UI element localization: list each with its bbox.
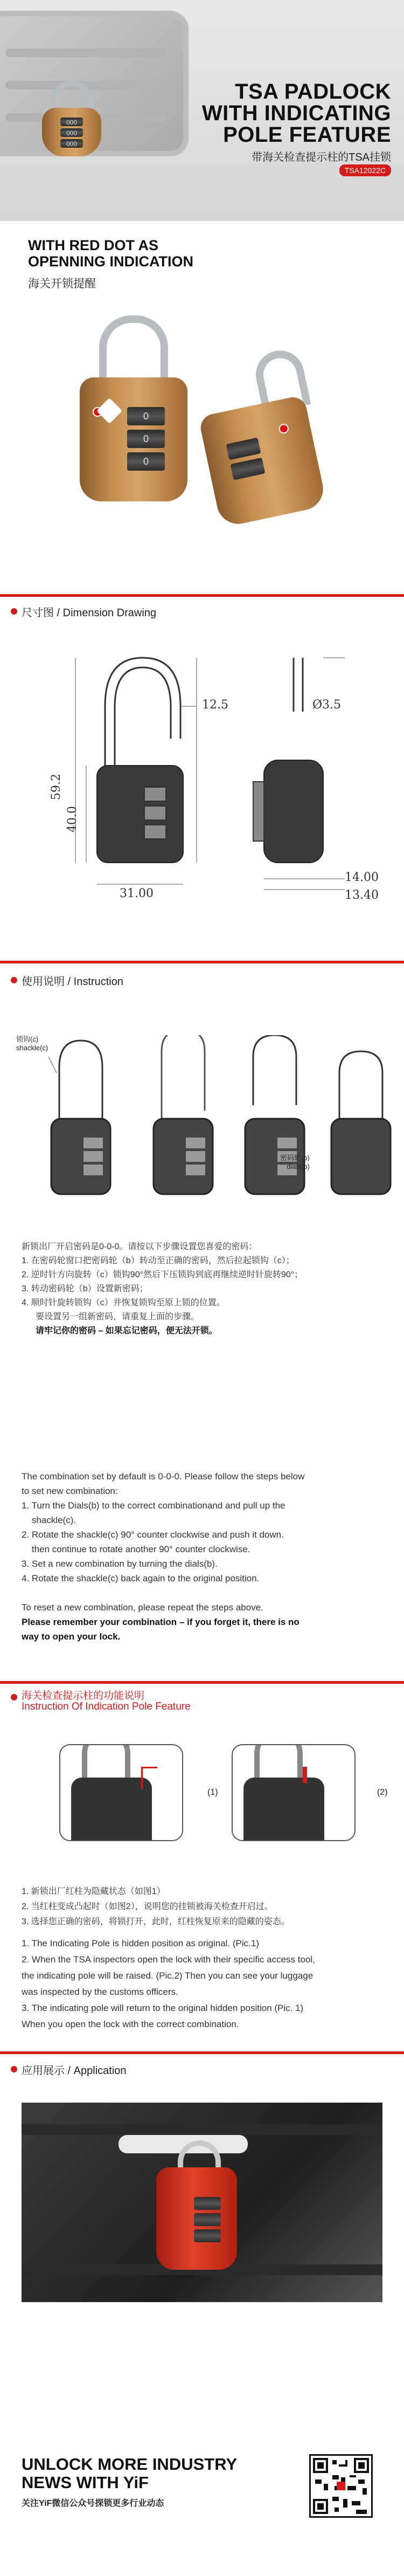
pole-header-cn: 海关检查提示柱的功能说明 (22, 1690, 145, 1702)
pole-pic-1 (59, 1744, 183, 1841)
dim-12-5: 12.5 (202, 698, 228, 712)
pole-en-2c: was inspected by the customs officers. (22, 1987, 178, 1997)
pole-header-en: Instruction Of Indication Pole Feature (22, 1701, 191, 1712)
cn-step-3: 3. 转动密码轮（b）设置新密码； (22, 1284, 148, 1293)
pole-en-text (22, 1936, 388, 2033)
dimension-header: 尺寸图 / Dimension Drawing (22, 607, 157, 619)
cn-warning: 请牢记你的密码 – 如果忘记密码，便无法开锁。 (36, 1326, 218, 1335)
hero-subtitle: 带海关检查提示柱的TSA挂锁 (252, 151, 391, 163)
cn-step-4: 4. 顺时针旋转锁钩（c）并恢复锁钩至原上锁的位置。 (22, 1298, 225, 1307)
pole-en-1: 1. The Indicating Pole is hidden position as original. (Pic.1) (22, 1938, 259, 1948)
dimension-header-rule (0, 594, 404, 597)
hero-title-line-1: TSA PADLOCK (235, 80, 391, 104)
hero-banner (0, 0, 404, 221)
pole-cn-1: 1. 新锁出厂红柱为隐藏状态（如图1） (22, 1887, 165, 1896)
application-photo (22, 2103, 382, 2302)
instruction-cn-text (22, 1240, 388, 1338)
hero-title-line-3: POLE FEATURE (223, 123, 391, 147)
hero-title (202, 81, 391, 146)
label-shackle: 锁钩(c) shackle(c) (16, 1035, 48, 1052)
pole-en-2b: the indicating pole will be raised. (Pic.2) Then you can see your luggage (22, 1971, 314, 1981)
cn-step-2: 2. 逆时针方向旋转（c）锁钩90°然后下压锁钩到底再继续逆时针旋转90°； (22, 1270, 303, 1279)
en-reset: To reset a new combination, please repeat the steps above. (22, 1602, 263, 1613)
red-dot-title (28, 237, 193, 270)
en-step-2a: 2. Rotate the shackle(c) 90° counter clockwise and push it down. (22, 1530, 284, 1540)
pole-header-bullet (11, 1694, 17, 1700)
red-dot-subtitle: 海关开锁提醒 (28, 278, 96, 290)
pole-pic-1-label: (1) (207, 1788, 218, 1797)
en-step-1b: shackle(c). (22, 1515, 76, 1525)
cn-step-4b: 要设置另一组新密码，请重复上面的步骤。 (36, 1312, 200, 1321)
en-intro-1: The combination set by default is 0-0-0. Please follow the steps below (22, 1471, 305, 1482)
footer-subtitle: 关注YiF微信公众号探锁更多行业动态 (22, 2499, 164, 2508)
en-step-2b: then continue to rotate another 90° counter clockwise. (22, 1544, 250, 1554)
pole-cn-2: 2. 当红柱变成凸起时（如图2），说明您的挂锁被海关检查开启过。 (22, 1902, 273, 1911)
en-step-4: 4. Rotate the shackle(c) back again to the original position. (22, 1573, 260, 1583)
pole-header-rule (0, 1681, 404, 1684)
en-step-3: 3. Set a new combination by turning the dials(b). (22, 1559, 218, 1569)
dial-3: 0 (127, 452, 165, 471)
pole-cn-3: 3. 选择您正确的密码，将锁打开，此时，红柱恢复原来的隐藏的姿态。 (22, 1917, 290, 1926)
dim-3-5: Ø3.5 (312, 698, 342, 712)
en-intro-2: to set new combination: (22, 1486, 118, 1496)
dim-14-00: 14.00 (345, 871, 379, 884)
pole-cn-text (22, 1884, 388, 1930)
application-header-bullet (11, 2066, 17, 2072)
en-warning-2: way to open your lock. (22, 1631, 121, 1642)
cn-step-1: 1. 在密码轮窗口把密码轮（b）转动至正确的密码，然后拉起锁钩（c）； (22, 1256, 295, 1265)
cn-intro: 新锁出厂开启密码是0-0-0。请按以下步骤设置您喜爱的密码： (22, 1242, 257, 1251)
application-header-rule (0, 2051, 404, 2054)
dial-2: 0 (127, 430, 165, 448)
pole-pic-2-label: (2) (377, 1788, 388, 1797)
application-header: 应用展示 / Application (22, 2065, 127, 2077)
dim-13-40: 13.40 (345, 888, 379, 902)
padlock-closed-image (80, 315, 187, 501)
en-warning-1: Please remember your combination – if you forget it, there is no (22, 1617, 299, 1627)
pole-en-2a: 2. When the TSA inspectors open the lock with their specific access tool, (22, 1954, 315, 1965)
label-dials: 密码轮(b) dials(b) (280, 1154, 310, 1170)
pole-pic-2 (232, 1744, 356, 1841)
en-step-1a: 1. Turn the Dials(b) to the correct combinationand and pull up the (22, 1500, 285, 1511)
padlock-open-image (188, 346, 335, 528)
footer-title (22, 2455, 237, 2492)
qr-code-image (309, 2454, 373, 2518)
instruction-en-text (22, 1469, 388, 1644)
footer-title-line-1: UNLOCK MORE INDUSTRY (22, 2455, 238, 2474)
footer-title-line-2: NEWS WITH YiF (22, 2473, 149, 2492)
hero-padlock-image: 000 000 000 (42, 81, 101, 156)
dim-31-00: 31.00 (120, 887, 154, 900)
pole-en-3a: 3. The indicating pole will return to the original hidden position (Pic. 1) (22, 2003, 304, 2013)
hero-title-line-2: WITH INDICATING (201, 101, 391, 125)
dial-1: 0 (127, 407, 165, 425)
instruction-header: 使用说明 / Instruction (22, 976, 123, 988)
red-dot-title-line-2: OPENNING INDICATION (28, 253, 194, 270)
model-badge: TSA12022C (339, 164, 391, 176)
dimension-header-bullet (11, 608, 17, 615)
instruction-header-rule (0, 961, 404, 963)
red-dot-title-line-1: WITH RED DOT AS (28, 237, 158, 253)
instruction-steps-drawing (0, 1035, 404, 1213)
pole-en-3b: When you open the lock with the correct combination. (22, 2019, 239, 2029)
dim-59-2: 59.2 (50, 774, 63, 800)
dim-40-0: 40.0 (66, 806, 79, 832)
instruction-header-bullet (11, 977, 17, 983)
